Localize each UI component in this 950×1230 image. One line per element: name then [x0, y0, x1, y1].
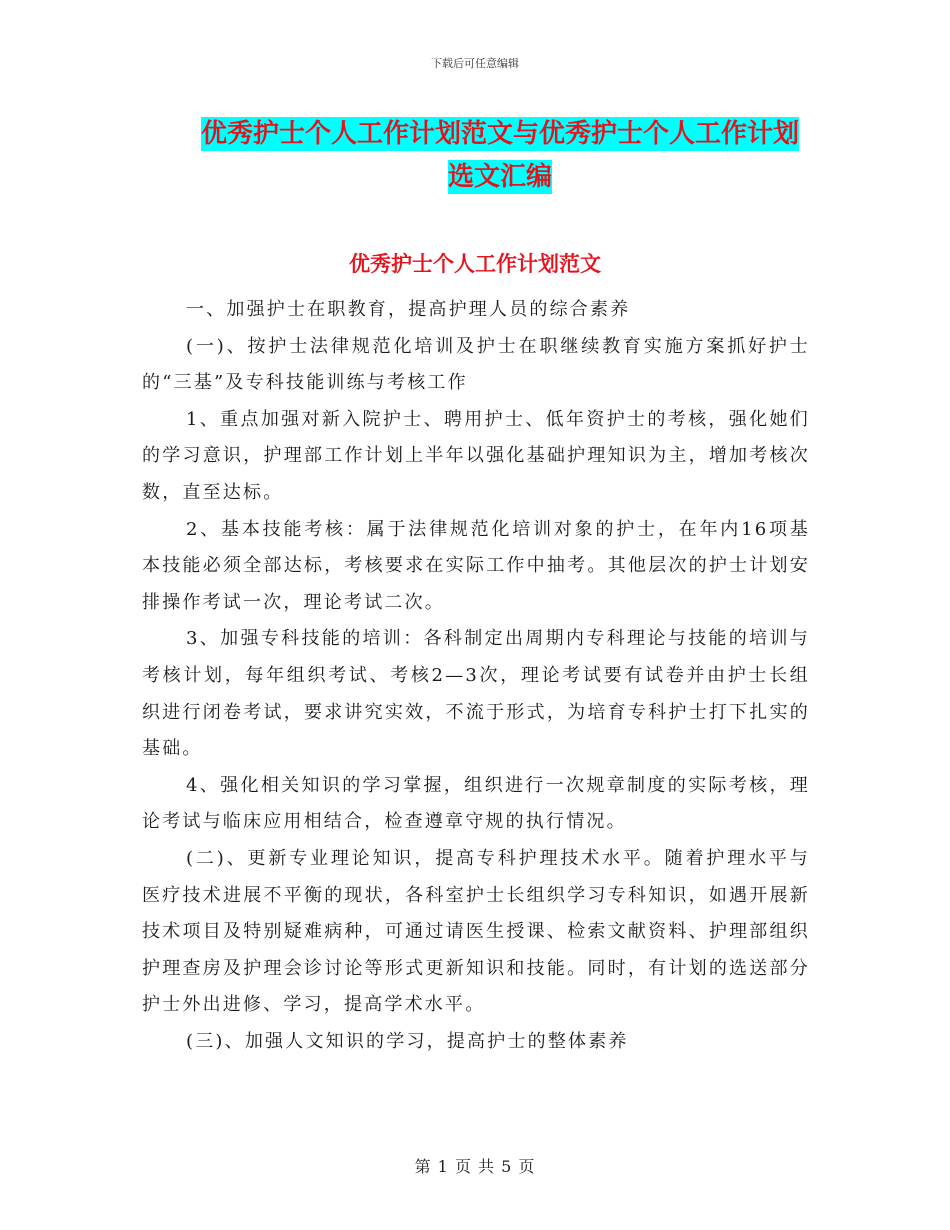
section-heading: 优秀护士个人工作计划范文 — [349, 252, 601, 276]
paragraph-3: 1、重点加强对新入院护士、聘用护士、低年资护士的考核，强化她们的学习意识，护理部工作计划上半年以强化基础护理知识为主，增加考核次数，直至达标。 — [142, 408, 810, 503]
document-title-text-2: 选文汇编 — [447, 162, 552, 192]
paragraph-7: (二)、更新专业理论知识，提高专科护理技术水平。随着护理水平与医疗技术进展不平衡的现状，各科室护士长组织学习专科知识，如遇开展新技术项目及特别疑难病种，可通过请医生授课、检索文献资料、护理部组织护理查房及护理会诊讨论等形式更新知识和技能。同时，有计划的选送部分护士外出进修、学习，提高学术水平。 — [142, 847, 810, 1016]
document-title-line-2 — [140, 156, 860, 193]
paragraph-4: 2、基本技能考核：属于法律规范化培训对象的护士，在年内16项基本技能必须全部达标，考核要求在实际工作中抽考。其他层次的护士计划安排操作考试一次，理论考试二次。 — [142, 518, 810, 613]
document-title-text-1: 优秀护士个人工作计划范文与优秀护士个人工作计划 — [200, 119, 799, 149]
paragraph-6: 4、强化相关知识的学习掌握，组织进行一次规章制度的实际考核，理论考试与临床应用相结合，检查遵章守规的执行情况。 — [142, 774, 810, 833]
document-body — [142, 292, 810, 1060]
document-title-line-1 — [140, 113, 860, 150]
paragraph-1: 一、加强护士在职教育，提高护理人员的综合素养 — [186, 299, 631, 320]
header-note: 下载后可任意编辑 — [431, 57, 519, 70]
page-footer: 第 1 页 共 5 页 — [414, 1157, 536, 1176]
paragraph-2: (一)、按护士法律规范化培训及护士在职继续教育实施方案抓好护士的“三基”及专科技能训练与考核工作 — [142, 335, 810, 394]
paragraph-5: 3、加强专科技能的培训：各科制定出周期内专科理论与技能的培训与考核计划，每年组织考试、考核2—3次，理论考试要有试卷并由护士长组织进行闭卷考试，要求讲究实效，不流于形式，为培育专科护士打下扎实的基础。 — [142, 628, 810, 760]
paragraph-8: (三)、加强人文知识的学习，提高护士的整体素养 — [186, 1030, 629, 1052]
